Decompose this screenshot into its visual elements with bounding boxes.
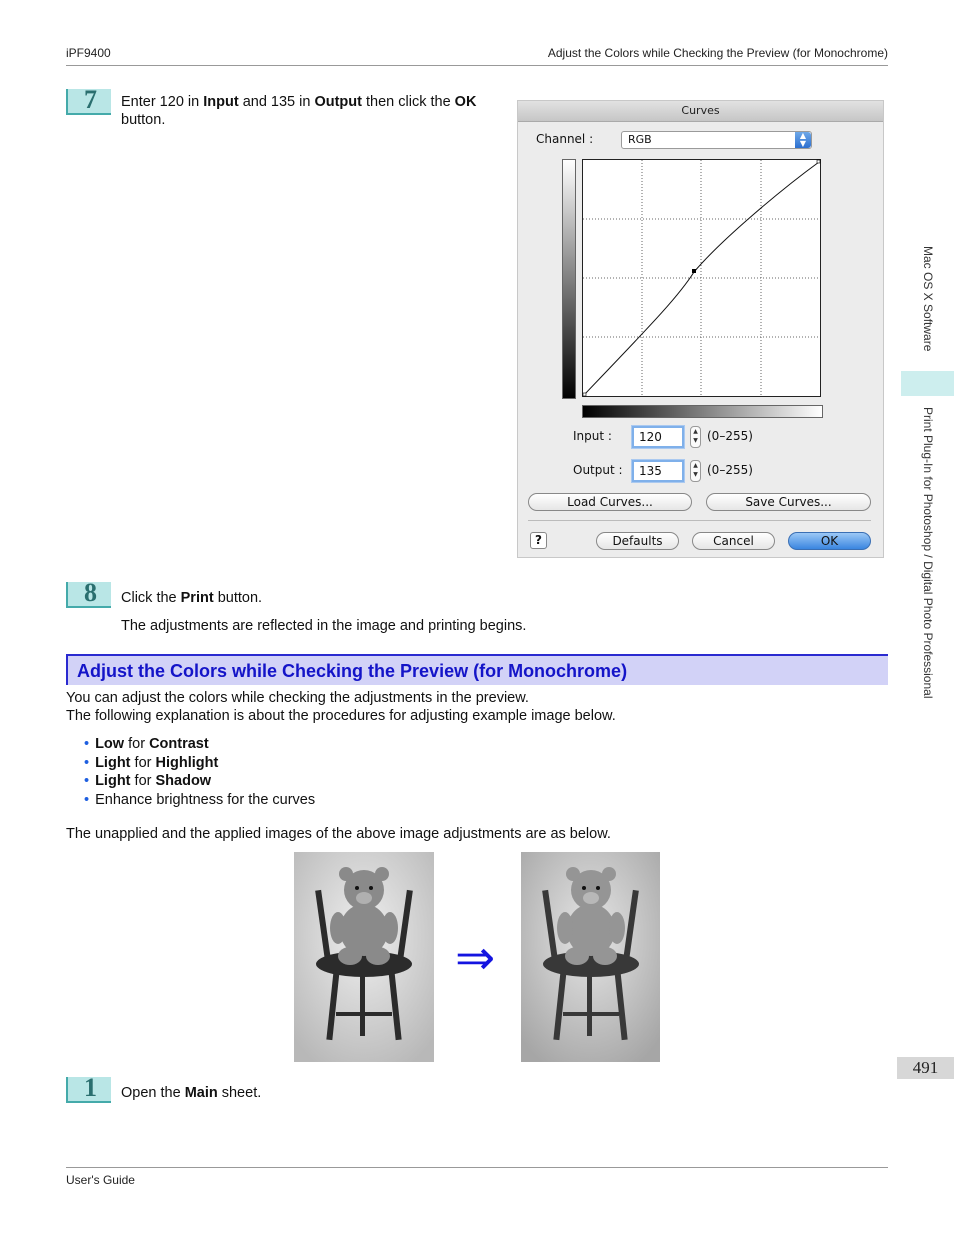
arrow-icon: ⇒ — [455, 930, 496, 986]
section-para-1: You can adjust the colors while checking the adjustments in the preview. — [66, 690, 529, 706]
step1-text: Open the Main sheet. — [121, 1085, 262, 1101]
dialog-title: Curves — [518, 101, 883, 122]
output-stepper[interactable]: ▲ ▼ — [690, 460, 701, 482]
step-badge-7: 7 — [66, 89, 111, 115]
save-curves-button[interactable]: Save Curves... — [706, 493, 871, 511]
page-number: 491 — [897, 1057, 954, 1079]
output-range: (0–255) — [707, 463, 753, 477]
list-item: • Light for Shadow — [84, 773, 212, 789]
dialog-divider — [528, 520, 871, 521]
channel-label: Channel : — [536, 132, 594, 146]
chevron-updown-icon: ▲ ▼ — [795, 132, 811, 148]
ok-button[interactable]: OK — [788, 532, 871, 550]
section-para-3: The unapplied and the applied images of the above image adjustments are as below. — [66, 826, 611, 842]
input-field[interactable]: 120 — [632, 426, 684, 448]
side-tab-highlight — [901, 371, 954, 396]
list-item: • Enhance brightness for the curves — [84, 792, 316, 808]
curve-control-point — [692, 269, 696, 273]
cancel-button[interactable]: Cancel — [692, 532, 775, 550]
header-section-title: Adjust the Colors while Checking the Preview (for Monochrome) — [547, 46, 888, 60]
load-curves-button[interactable]: Load Curves... — [528, 493, 692, 511]
curves-dialog — [517, 100, 884, 558]
list-item: • Low for Contrast — [84, 736, 209, 752]
footer-text: User's Guide — [66, 1173, 135, 1187]
footer-rule — [66, 1167, 888, 1168]
input-stepper[interactable]: ▲ ▼ — [690, 426, 701, 448]
output-field[interactable]: 135 — [632, 460, 684, 482]
step8-text: Click the Print button. — [121, 590, 263, 606]
step-badge-1: 1 — [66, 1077, 111, 1103]
channel-value: RGB — [628, 133, 652, 146]
input-gradient-bar — [582, 405, 823, 418]
output-label: Output : — [573, 463, 623, 477]
after-image — [521, 852, 660, 1062]
channel-select[interactable] — [621, 131, 812, 149]
curve-graph[interactable] — [582, 159, 823, 399]
output-gradient-bar — [562, 159, 576, 399]
before-image — [294, 852, 434, 1062]
side-tab-mac-os-x-software[interactable]: Mac OS X Software — [921, 246, 935, 352]
help-icon[interactable]: ? — [530, 532, 547, 549]
section-heading: Adjust the Colors while Checking the Preview (for Monochrome) — [66, 654, 888, 685]
step-badge-8: 8 — [66, 582, 111, 608]
defaults-button[interactable]: Defaults — [596, 532, 679, 550]
section-para-2: The following explanation is about the procedures for adjusting example image below. — [66, 708, 616, 724]
header-product: iPF9400 — [66, 46, 111, 60]
list-item: • Light for Highlight — [84, 755, 219, 771]
input-range: (0–255) — [707, 429, 753, 443]
header-rule — [66, 65, 888, 66]
step7-text: Enter 120 in Input and 135 in Output then click the OK button. — [121, 94, 477, 128]
input-label: Input : — [573, 429, 612, 443]
step8-note: The adjustments are reflected in the image and printing begins. — [121, 618, 527, 634]
side-tab-print-plugin[interactable]: Print Plug-In for Photoshop / Digital Photo Professional — [921, 407, 935, 699]
